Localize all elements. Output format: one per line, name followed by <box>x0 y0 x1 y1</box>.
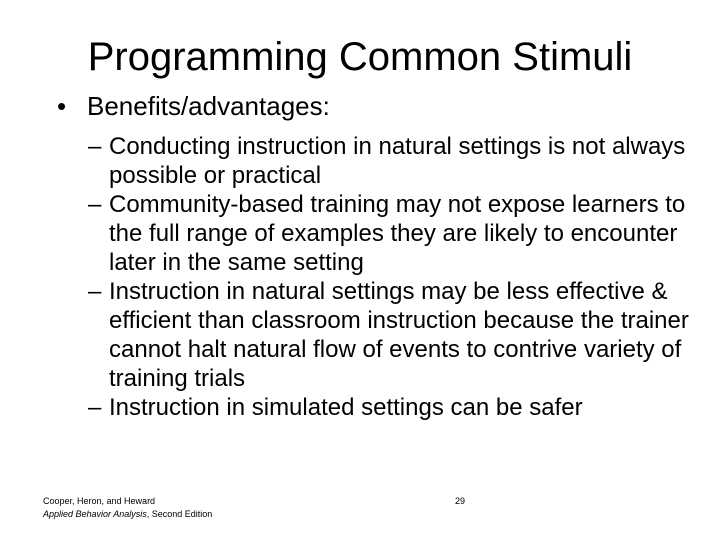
dash-marker: – <box>88 394 102 421</box>
sub-bullet-text: Conducting instruction in natural settings is not always possible or practical <box>109 133 686 189</box>
footer-authors: Cooper, Heron, and Heward <box>43 496 156 506</box>
slide-title: Programming Common Stimuli <box>87 35 633 79</box>
sub-bullet-text: Community-based training may not expose learners to the full range of examples they are likely to encounter later in the same setting <box>109 191 686 276</box>
footer-book <box>43 508 212 521</box>
footer-edition: , Second Edition <box>146 509 213 519</box>
sub-bullet-text: Instruction in simulated settings can be safer <box>109 394 583 421</box>
dash-marker: – <box>88 278 102 305</box>
sub-bullet-item <box>88 190 708 277</box>
sub-bullet-list <box>88 132 708 422</box>
sub-bullet-item <box>88 277 708 393</box>
footer-book-title: Applied Behavior Analysis <box>43 509 147 519</box>
page-number: 29 <box>455 496 466 506</box>
sub-bullet-item <box>88 132 708 190</box>
footer-citation <box>43 495 212 521</box>
dash-marker: – <box>88 191 102 218</box>
bullet-label: Benefits/advantages: <box>87 91 330 121</box>
sub-bullet-item <box>88 393 708 422</box>
dash-marker: – <box>88 133 102 160</box>
bullet-heading <box>57 90 330 122</box>
sub-bullet-text: Instruction in natural settings may be less effective & efficient than classroom instruction because the trainer cannot halt natural flow of events to contrive variety of training trials <box>109 278 689 392</box>
bullet-dot: • <box>57 91 67 121</box>
